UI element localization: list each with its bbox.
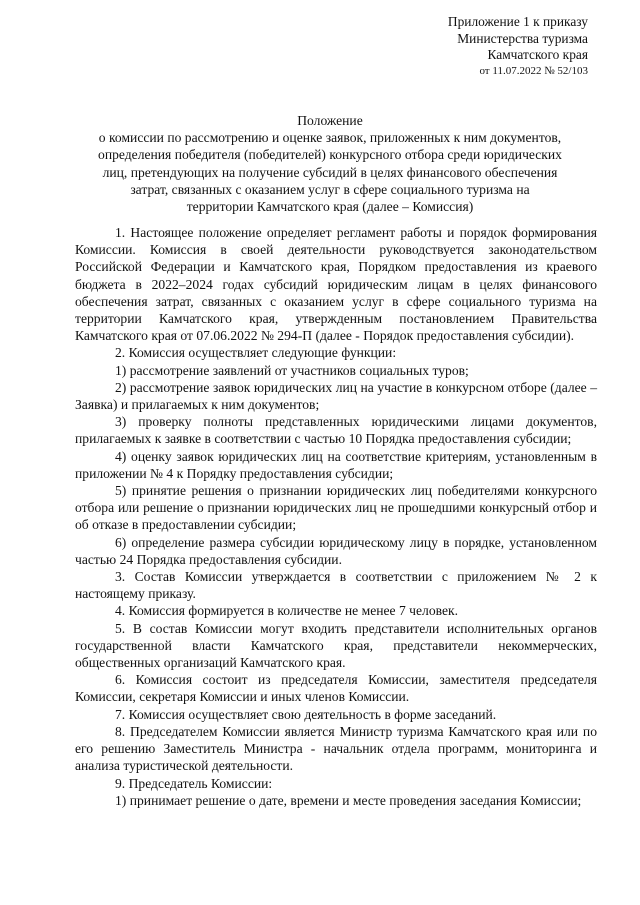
paragraph-7: 7. Комиссия осуществляет свою деятельность в форме заседаний. bbox=[115, 706, 497, 722]
document-body bbox=[75, 224, 597, 809]
title-line: определения победителя (победителей) конкурсного отбора среди юридических bbox=[98, 147, 562, 163]
paragraph-1: 1. Настоящее положение определяет регламент работы и порядок формирования Комиссии. Комиссия в своей деятельности руководствуется законодательством Российской Федерации и Камчатского края, Порядком предоставления из краевого бюджета в 2022–2024 годах субсидий юридическим лицам в целях финансового обеспечения затрат, связанных с оказанием услуг в сфере социального туризма на территории Камчатского края, утвержденным постановлением Правительства Камчатского края от 07.06.2022 № 294-П (далее - Порядок предоставления субсидии). bbox=[75, 225, 597, 344]
title-line: территории Камчатского края (далее – Комиссия) bbox=[186, 199, 474, 215]
paragraph-8: 8. Председателем Комиссии является Министр туризма Камчатского края или по его решению Заместитель Министра - начальник отдела программ, мониторинга и анализа туристической деятельности. bbox=[75, 723, 597, 774]
header-line-region: Камчатского края bbox=[487, 47, 588, 62]
title-line: затрат, связанных с оказанием услуг в сфере социального туризма на bbox=[130, 181, 530, 197]
header-line-ministry: Министерства туризма bbox=[457, 30, 588, 46]
function-item-2: 2) рассмотрение заявок юридических лиц на участие в конкурсном отборе (далее – Заявка) и прилагаемых к ним документов; bbox=[75, 379, 597, 413]
paragraph-5: 5. В состав Комиссии могут входить представители исполнительных органов государственной власти Камчатского края, представители некоммерческих, общественных организаций Камчатского края. bbox=[75, 620, 597, 671]
paragraph-9: 9. Председатель Комиссии: bbox=[115, 775, 273, 791]
title-line: о комиссии по рассмотрению и оценке заявок, приложенных к ним документов, bbox=[98, 130, 562, 146]
order-attachment-header bbox=[448, 14, 588, 79]
function-item-5: 5) принятие решения о признании юридических лиц победителями конкурсного отбора или решение о признании юридических лиц не прошедшими конкурсный отбор и об отказе в предоставлении субсидии; bbox=[75, 483, 597, 533]
title-line: лиц, претендующих на получение субсидий в целях финансового обеспечения bbox=[102, 164, 558, 180]
paragraph-2: 2. Комиссия осуществляет следующие функции: bbox=[115, 345, 397, 361]
function-item-1: 1) рассмотрение заявлений от участников социальных туров; bbox=[115, 362, 469, 378]
document-title bbox=[60, 112, 600, 215]
paragraph-4: 4. Комиссия формируется в количестве не менее 7 человек. bbox=[115, 603, 458, 619]
function-item-6: 6) определение размера субсидии юридическому лицу в порядке, установленном частью 24 Порядка предоставления субсидии. bbox=[75, 534, 597, 567]
function-item-4: 4) оценку заявок юридических лиц на соответствие критериям, установленным в приложении № 4 к Порядку предоставления субсидии; bbox=[75, 448, 597, 481]
paragraph-6: 6. Комиссия состоит из председателя Комиссии, заместителя председателя Комиссии, секретаря Комиссии и иных членов Комиссии. bbox=[75, 672, 597, 705]
title-heading: Положение bbox=[297, 113, 363, 128]
paragraph-3: 3. Состав Комиссии утверждается в соответствии с приложением № 2 к настоящему приказу. bbox=[75, 569, 597, 602]
chairman-item-1: 1) принимает решение о дате, времени и месте проведения заседания Комиссии; bbox=[115, 792, 582, 808]
header-line-appendix: Приложение 1 к приказу bbox=[447, 14, 588, 29]
function-item-3: 3) проверку полноты представленных юридическими лицами документов, прилагаемых к заявке в соответствии с частью 10 Порядка предоставления субсидии; bbox=[75, 414, 597, 447]
header-order-date: от 11.07.2022 № 52/103 bbox=[479, 64, 588, 77]
